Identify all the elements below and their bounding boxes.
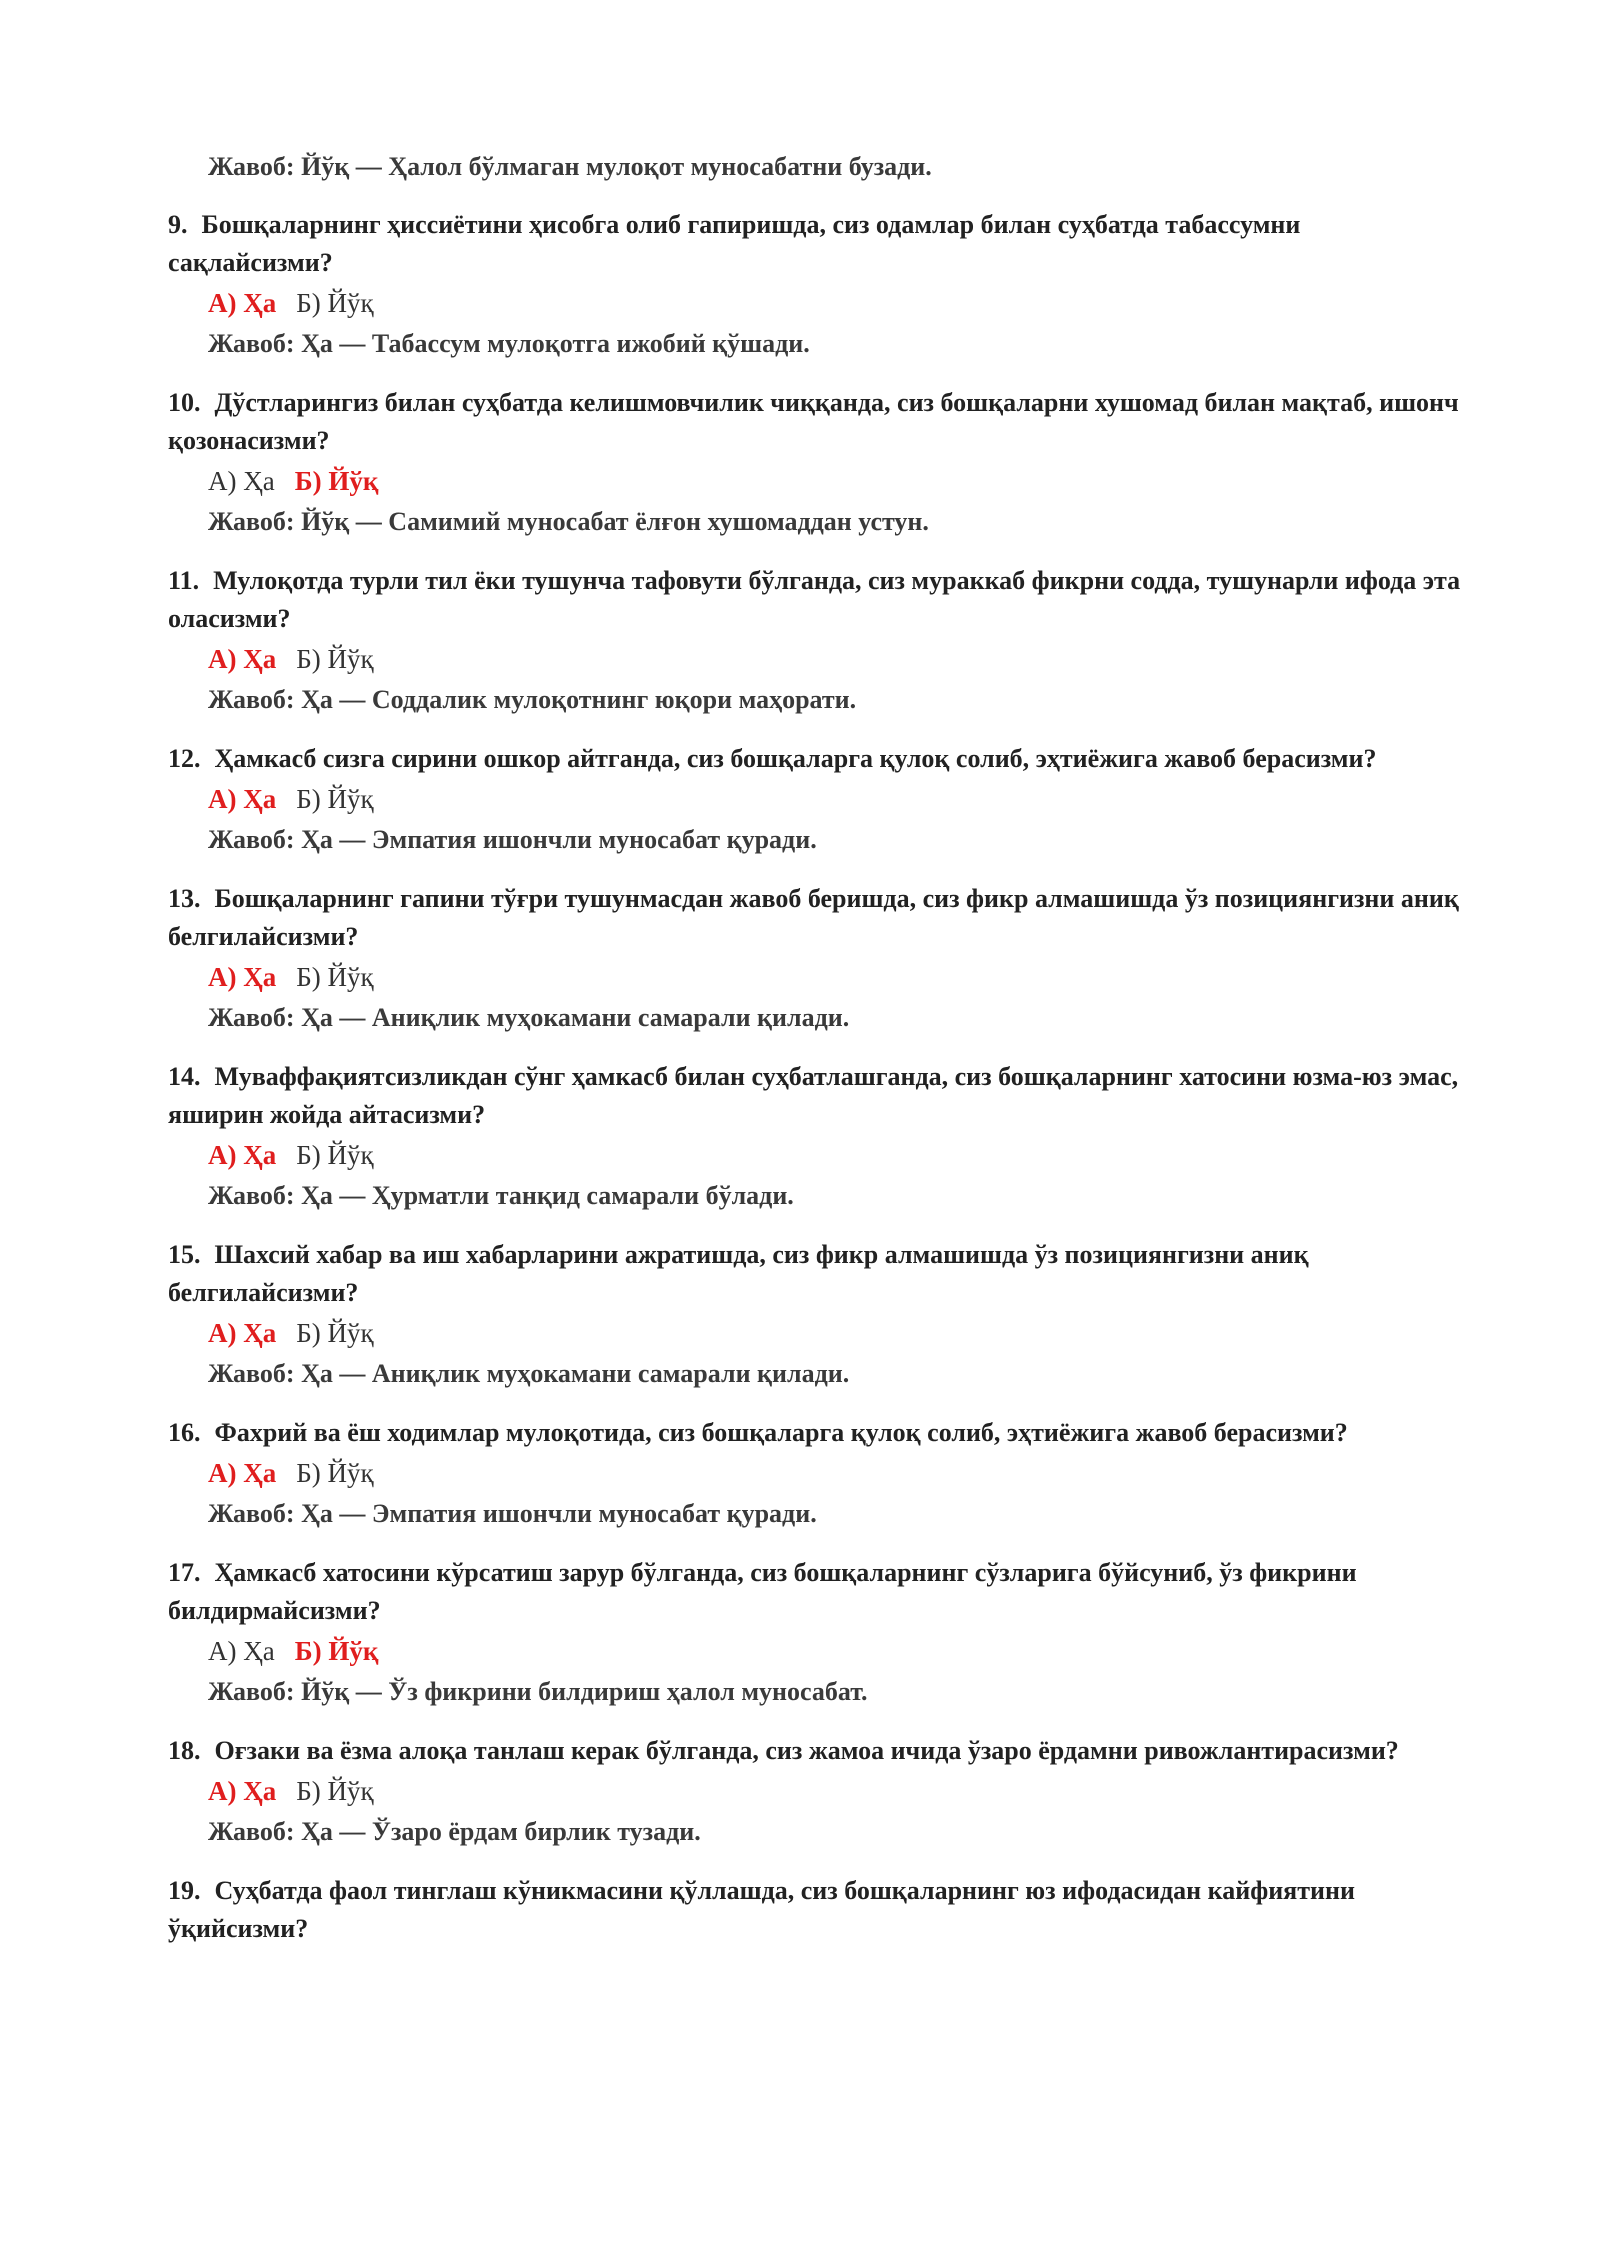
answer-explanation: Жавоб: Ҳа — Ҳурматли танқид самарали бўлади. xyxy=(208,1181,794,1210)
question-body: Муваффақиятсизликдан сўнг ҳамкасб билан суҳбатлашганда, сиз бошқаларнинг хатосини юзма-юз эмас, яширин жойда айтасизми? xyxy=(168,1062,1459,1129)
question-body: Суҳбатда фаол тинглаш кўникмасини қўллашда, сиз бошқаларнинг юз ифодасидан кайфиятини ўқийсизми? xyxy=(168,1876,1355,1943)
question-text xyxy=(168,562,1468,638)
question-number: 12. xyxy=(168,744,201,773)
option-b: Б) Йўқ xyxy=(296,644,374,674)
question-text xyxy=(168,1236,1468,1312)
question-body: Ҳамкасб хатосини кўрсатиш зарур бўлганда, сиз бошқаларнинг сўзларига бўйсуниб, ўз фикрини билдирмайсизми? xyxy=(168,1558,1357,1625)
question-text xyxy=(168,1554,1468,1630)
answer-explanation: Жавоб: Йўқ — Самимий муносабат ёлғон хушомаддан устун. xyxy=(208,507,929,536)
answer-explanation: Жавоб: Ҳа — Табассум мулоқотга ижобий қўшади. xyxy=(208,329,810,358)
question-number: 15. xyxy=(168,1240,201,1269)
question-item xyxy=(168,1058,1468,1216)
question-body: Мулоқотда турли тил ёки тушунча тафовути бўлганда, сиз мураккаб фикрни содда, тушунарли ифода эта оласизми? xyxy=(168,566,1461,633)
option-b: Б) Йўқ xyxy=(296,1776,374,1806)
question-item xyxy=(168,1236,1468,1394)
question-body: Шахсий хабар ва иш хабарларини ажратишда, сиз фикр алмашишда ўз позициянгизни аниқ белгилайсизми? xyxy=(168,1240,1309,1307)
answer-options xyxy=(208,1770,1468,1812)
question-number: 10. xyxy=(168,388,201,417)
question-item xyxy=(168,1554,1468,1712)
option-b: Б) Йўқ xyxy=(296,288,374,318)
question-text xyxy=(168,740,1468,778)
option-b: Б) Йўқ xyxy=(296,1458,374,1488)
question-text xyxy=(168,1414,1468,1452)
answer-options xyxy=(208,956,1468,998)
question-item xyxy=(168,740,1468,860)
option-b: Б) Йўқ xyxy=(296,962,374,992)
question-item xyxy=(168,206,1468,364)
question-item xyxy=(168,880,1468,1038)
question-item xyxy=(168,384,1468,542)
question-item xyxy=(168,1732,1468,1852)
option-b: Б) Йўқ xyxy=(294,1636,379,1666)
option-a: А) Ҳа xyxy=(208,1140,277,1170)
option-a: А) Ҳа xyxy=(208,644,277,674)
answer-options xyxy=(208,778,1468,820)
document-page xyxy=(168,148,1468,1968)
answer-explanation: Жавоб: Йўқ — Ўз фикрини билдириш ҳалол муносабат. xyxy=(208,1677,868,1706)
question-number: 18. xyxy=(168,1736,201,1765)
option-a: А) Ҳа xyxy=(208,1458,277,1488)
question-body: Оғзаки ва ёзма алоқа танлаш керак бўлганда, сиз жамоа ичида ўзаро ёрдамни ривожлантирасизми? xyxy=(214,1736,1399,1765)
question-number: 16. xyxy=(168,1418,201,1447)
answer-options xyxy=(208,638,1468,680)
answer-explanation: Жавоб: Ҳа — Аниқлик муҳокамани самарали қилади. xyxy=(208,1003,850,1032)
question-number: 9. xyxy=(168,210,188,239)
answer-options xyxy=(208,1312,1468,1354)
option-b: Б) Йўқ xyxy=(294,466,379,496)
option-b: Б) Йўқ xyxy=(296,1140,374,1170)
answer-options xyxy=(208,1452,1468,1494)
question-item xyxy=(168,562,1468,720)
option-b: Б) Йўқ xyxy=(296,1318,374,1348)
answer-explanation: Жавоб: Ҳа — Эмпатия ишончли муносабат қуради. xyxy=(208,825,817,854)
question-text xyxy=(168,384,1468,460)
option-a: А) Ҳа xyxy=(208,466,275,496)
answer-explanation: Жавоб: Ҳа — Аниқлик муҳокамани самарали қилади. xyxy=(208,1359,850,1388)
question-body: Ҳамкасб сизга сирини ошкор айтганда, сиз бошқаларга қулоқ солиб, эҳтиёжига жавоб берасизми? xyxy=(214,744,1377,773)
answer-explanation: Жавоб: Ҳа — Эмпатия ишончли муносабат қуради. xyxy=(208,1499,817,1528)
answer-options xyxy=(208,1134,1468,1176)
answer-options xyxy=(208,282,1468,324)
answer-options xyxy=(208,1630,1468,1672)
question-number: 14. xyxy=(168,1062,201,1091)
question-number: 19. xyxy=(168,1876,201,1905)
question-item xyxy=(168,1414,1468,1534)
answer-line-8: Жавоб: Йўқ — Ҳалол бўлмаган мулоқот муносабатни бузади. xyxy=(208,152,932,181)
answer-options xyxy=(208,460,1468,502)
question-item xyxy=(168,1872,1468,1948)
question-text xyxy=(168,1872,1468,1948)
option-a: А) Ҳа xyxy=(208,784,277,814)
question-text xyxy=(168,206,1468,282)
answer-explanation: Жавоб: Ҳа — Соддалик мулоқотнинг юқори маҳорати. xyxy=(208,685,857,714)
option-a: А) Ҳа xyxy=(208,1318,277,1348)
answer-explanation: Жавоб: Ҳа — Ўзаро ёрдам бирлик тузади. xyxy=(208,1817,701,1846)
question-text xyxy=(168,880,1468,956)
question-number: 17. xyxy=(168,1558,201,1587)
option-a: А) Ҳа xyxy=(208,962,277,992)
question-body: Бошқаларнинг ҳиссиётини ҳисобга олиб гапиришда, сиз одамлар билан суҳбатда табассумни сақлайсизми? xyxy=(168,210,1301,277)
question-body: Бошқаларнинг гапини тўғри тушунмасдан жавоб беришда, сиз фикр алмашишда ўз позициянгизни аниқ белгилайсизми? xyxy=(168,884,1459,951)
question-body: Дўстларингиз билан суҳбатда келишмовчилик чиққанда, сиз бошқаларни хушомад билан мақтаб, ишонч қозонасизми? xyxy=(168,388,1459,455)
question-list xyxy=(168,206,1468,1948)
question-body: Фахрий ва ёш ходимлар мулоқотида, сиз бошқаларга қулоқ солиб, эҳтиёжига жавоб берасизми? xyxy=(214,1418,1348,1447)
option-b: Б) Йўқ xyxy=(296,784,374,814)
option-a: А) Ҳа xyxy=(208,1636,275,1666)
option-a: А) Ҳа xyxy=(208,1776,277,1806)
question-number: 11. xyxy=(168,566,200,595)
question-number: 13. xyxy=(168,884,201,913)
option-a: А) Ҳа xyxy=(208,288,277,318)
question-text xyxy=(168,1058,1468,1134)
question-text xyxy=(168,1732,1468,1770)
